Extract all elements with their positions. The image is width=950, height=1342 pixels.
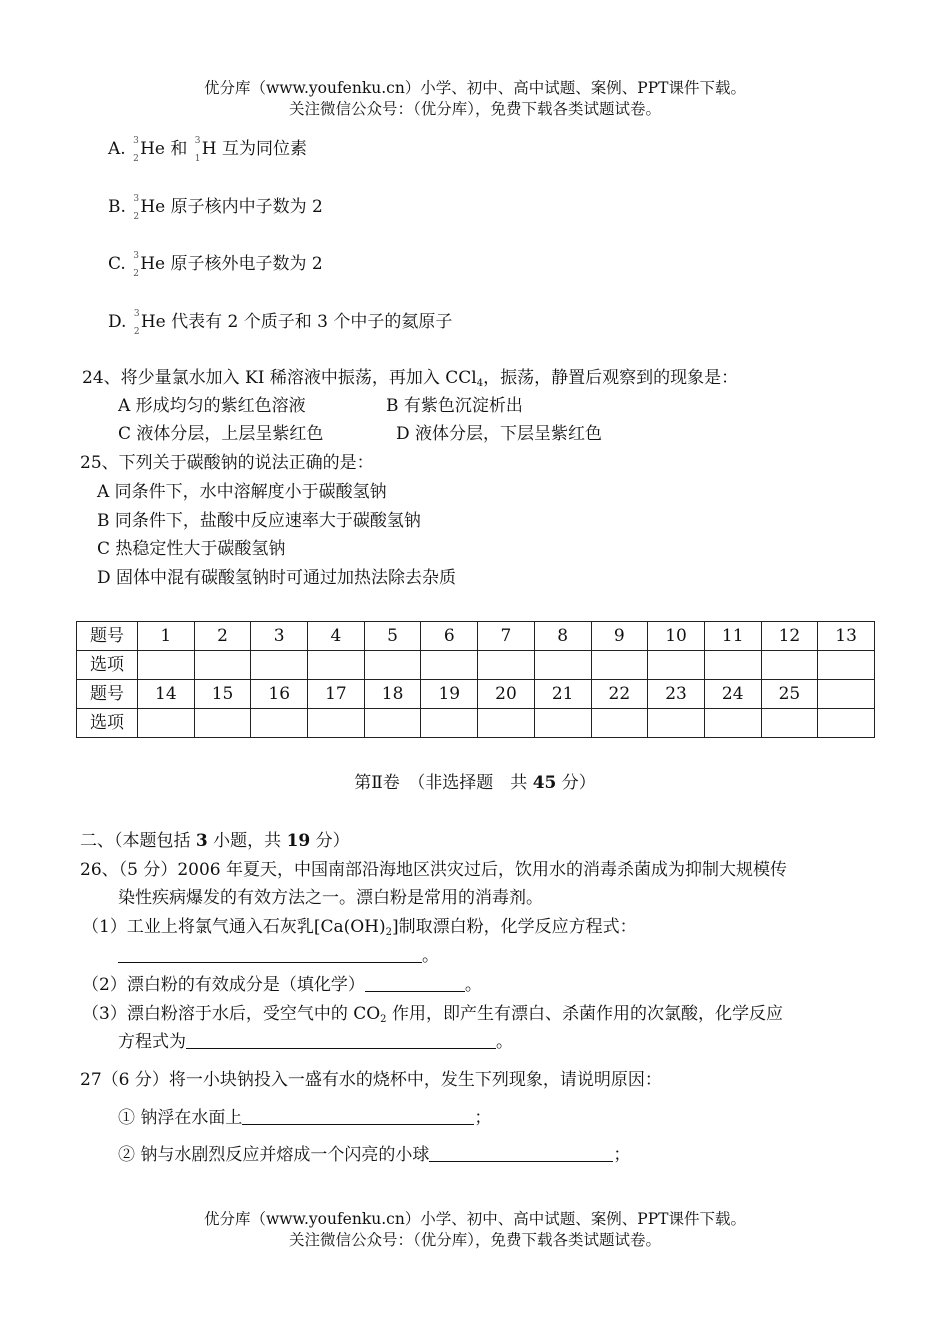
- table-cell: 3: [251, 622, 308, 651]
- answer-cell[interactable]: [534, 651, 591, 680]
- q25-stem: 25、下列关于碳酸钠的说法正确的是：: [80, 453, 374, 473]
- section-title: 第Ⅱ卷 （非选择题 共 45 分）: [354, 773, 596, 793]
- answer-cell[interactable]: [364, 651, 421, 680]
- answer-blank[interactable]: [118, 944, 422, 963]
- page-header-line1: 优分库（www.youfenku.cn）小学、初中、高中试题、案例、PPT课件下载。: [203, 79, 747, 97]
- q26-part2: （2）漂白粉的有效成分是（填化学） 。: [82, 975, 482, 995]
- page-footer-line1: 优分库（www.youfenku.cn）小学、初中、高中试题、案例、PPT课件下载。: [203, 1210, 747, 1228]
- table-cell: 22: [591, 680, 648, 709]
- answer-cell[interactable]: [251, 651, 308, 680]
- answer-cell[interactable]: [704, 709, 761, 738]
- table-cell: 5: [364, 622, 421, 651]
- answer-cell[interactable]: [818, 651, 875, 680]
- table-cell: 18: [364, 680, 421, 709]
- answer-blank[interactable]: [365, 973, 465, 992]
- he3-nuclide: 3 2: [133, 309, 140, 337]
- table-row: [77, 709, 875, 738]
- table-label: 题号: [77, 622, 138, 651]
- q25-option-d: D 固体中混有碳酸氢钠时可通过加热法除去杂质: [97, 568, 457, 588]
- answer-cell[interactable]: [591, 651, 648, 680]
- table-cell: [818, 680, 875, 709]
- he3-nuclide: 3 2: [133, 194, 140, 222]
- table-cell: 24: [704, 680, 761, 709]
- table-row: [77, 680, 875, 709]
- table-cell: 23: [648, 680, 705, 709]
- table-cell: 13: [818, 622, 875, 651]
- q26-part3: （3）漂白粉溶于水后，受空气中的 $CO_2$ 作用，即产生有漂白、杀菌作用的次氯酸，化学反应: [82, 1004, 783, 1025]
- table-cell: 17: [308, 680, 365, 709]
- answer-cell[interactable]: [704, 651, 761, 680]
- answer-blank[interactable]: [429, 1143, 613, 1162]
- answer-cell[interactable]: [138, 709, 195, 738]
- q25-option-b: B 同条件下，盐酸中反应速率大于碳酸氢钠: [97, 511, 421, 531]
- q27-stem: 27（6 分）将一小块钠投入一盛有水的烧杯中，发生下列现象，请说明原因：: [80, 1070, 662, 1090]
- page-footer-line2: 关注微信公众号：（优分库），免费下载各类试题试卷。: [288, 1231, 661, 1249]
- answer-cell[interactable]: [308, 651, 365, 680]
- answer-cell[interactable]: [648, 651, 705, 680]
- table-label: 题号: [77, 680, 138, 709]
- answer-cell[interactable]: [761, 709, 818, 738]
- table-cell: 2: [194, 622, 251, 651]
- answer-blank[interactable]: [242, 1106, 474, 1125]
- q23-option-a: A. 3 2 He 和 3 1 H 互为同位素: [108, 136, 308, 164]
- q25-option-a: A 同条件下，水中溶解度小于碳酸氢钠: [97, 482, 387, 502]
- answer-cell[interactable]: [138, 651, 195, 680]
- q26-stem-line1: 26、（5 分）2006 年夏天，中国南部沿海地区洪灾过后，饮用水的消毒杀菌成为抑制大规模传: [80, 860, 788, 880]
- table-cell: 16: [251, 680, 308, 709]
- answer-cell[interactable]: [364, 709, 421, 738]
- answer-cell[interactable]: [194, 709, 251, 738]
- q24-option-d: D 液体分层，下层呈紫红色: [396, 424, 603, 444]
- he3-nuclide: 3 2: [133, 251, 139, 279]
- table-cell: 14: [138, 680, 195, 709]
- table-cell: 19: [421, 680, 478, 709]
- q26-part1: （1）工业上将氯气通入石灰乳$[Ca(OH)_2]$制取漂白粉，化学反应方程式：: [82, 917, 637, 938]
- answer-cell[interactable]: [194, 651, 251, 680]
- answer-blank[interactable]: [186, 1030, 496, 1049]
- table-row: [77, 651, 875, 680]
- answer-cell[interactable]: [648, 709, 705, 738]
- table-cell: 9: [591, 622, 648, 651]
- he3-nuclide: 3 2: [133, 136, 139, 164]
- table-cell: 1: [138, 622, 195, 651]
- part-heading: 二、（本题包括 3 小题，共 19 分）: [80, 831, 350, 851]
- table-cell: 21: [534, 680, 591, 709]
- table-cell: 6: [421, 622, 478, 651]
- table-cell: 11: [704, 622, 761, 651]
- answer-cell[interactable]: [251, 709, 308, 738]
- q23-option-c: C. 3 2 He 原子核外电子数为 2: [108, 251, 323, 279]
- table-cell: 20: [478, 680, 535, 709]
- q26-stem-line2: 染性疾病爆发的有效方法之一。漂白粉是常用的消毒剂。: [118, 888, 543, 908]
- q27-item2: ② 钠与水剧烈反应并熔成一个闪亮的小球 ；: [118, 1145, 631, 1165]
- page-header-line2: 关注微信公众号：（优分库），免费下载各类试题试卷。: [288, 100, 661, 118]
- q25-option-c: C 热稳定性大于碳酸氢钠: [97, 539, 286, 559]
- h3-nuclide: 3 1: [194, 136, 201, 164]
- answer-cell[interactable]: [421, 709, 478, 738]
- answer-table: [76, 621, 875, 738]
- answer-cell[interactable]: [534, 709, 591, 738]
- table-cell: 4: [308, 622, 365, 651]
- table-cell: 7: [478, 622, 535, 651]
- q27-item1: ① 钠浮在水面上 ；: [118, 1108, 492, 1128]
- answer-cell[interactable]: [308, 709, 365, 738]
- answer-cell[interactable]: [478, 651, 535, 680]
- q24-option-b: B 有紫色沉淀析出: [386, 396, 523, 416]
- q24-option-c: C 液体分层，上层呈紫红色: [118, 424, 324, 444]
- table-cell: 10: [648, 622, 705, 651]
- q26-part3-answer: 方程式为 。: [118, 1032, 513, 1052]
- q23-option-d: D. 3 2 He 代表有 2 个质子和 3 个中子的氦原子: [108, 309, 453, 337]
- q23-option-b: B. 3 2 He 原子核内中子数为 2: [108, 194, 323, 222]
- table-cell: 12: [761, 622, 818, 651]
- table-cell: 15: [194, 680, 251, 709]
- q24-stem: 24、将少量氯水加入 KI 稀溶液中振荡，再加入 CCl$_4$，振荡，静置后观察到的现象是：: [82, 368, 739, 389]
- table-cell: 8: [534, 622, 591, 651]
- table-label: 选项: [77, 651, 138, 680]
- q26-part1-answer: 。: [118, 944, 439, 968]
- q24-option-a: A 形成均匀的紫红色溶液: [118, 396, 306, 416]
- table-label: 选项: [77, 709, 138, 738]
- table-cell: 25: [761, 680, 818, 709]
- answer-cell[interactable]: [761, 651, 818, 680]
- answer-cell[interactable]: [421, 651, 478, 680]
- answer-cell: [818, 709, 875, 738]
- answer-cell[interactable]: [478, 709, 535, 738]
- answer-cell[interactable]: [591, 709, 648, 738]
- table-row: [77, 622, 875, 651]
